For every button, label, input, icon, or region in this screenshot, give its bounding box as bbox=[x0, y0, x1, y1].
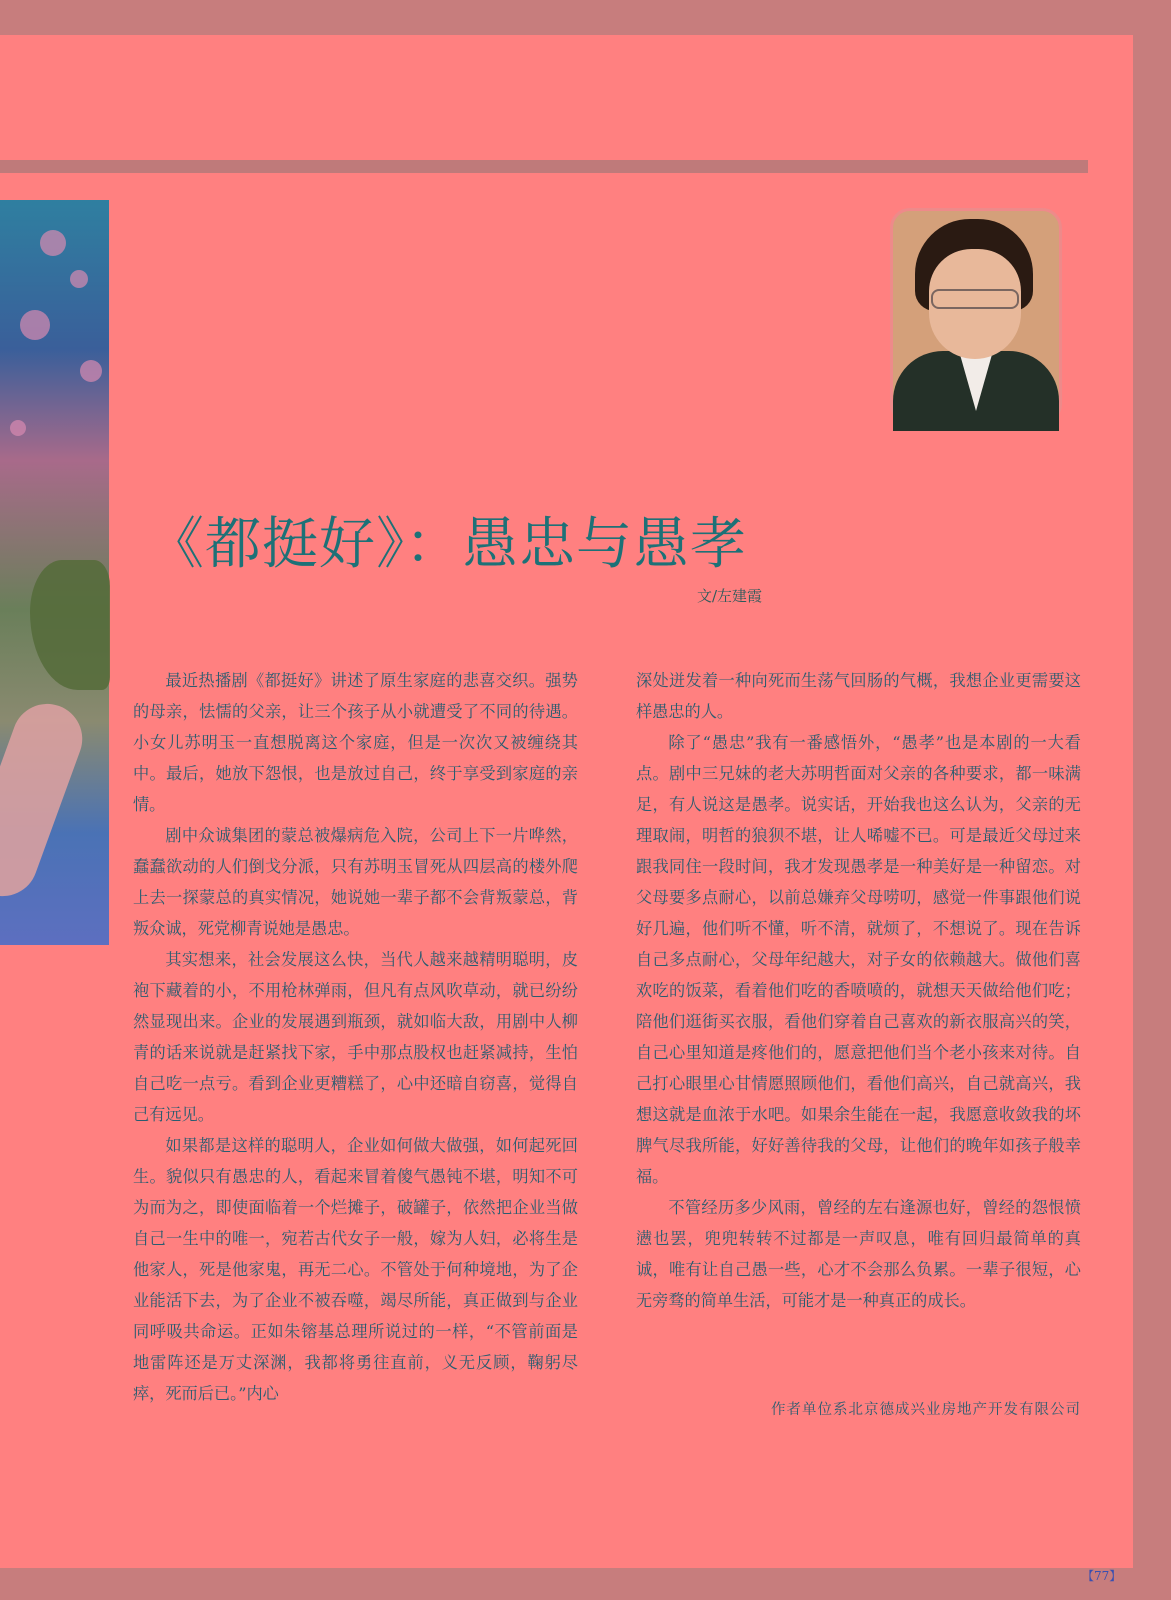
figure-leg-shape bbox=[0, 694, 92, 906]
paragraph: 其实想来，社会发展这么快，当代人越来越精明聪明，皮袍下藏着的小，不用枪林弹雨，但凡有点风吹草动，就已纷纷然显现出来。企业的发展遇到瓶颈，就如临大敌，用剧中人柳青的话来说就是赶紧找下家，手中那点股权也赶紧减持，生怕自己吃一点亏。看到企业更糟糕了，心中还暗自窃喜，觉得自己有远见。 bbox=[133, 950, 578, 1124]
article-title: 《都挺好》：愚忠与愚孝 bbox=[148, 512, 747, 577]
paragraph: 深处迸发着一种向死而生荡气回肠的气概，我想企业更需要这样愚忠的人。 bbox=[636, 671, 1081, 721]
body-column-right bbox=[636, 665, 1081, 1316]
author-portrait bbox=[890, 208, 1062, 424]
header-rule bbox=[0, 160, 1088, 173]
author-affiliation: 作者单位系北京德成兴业房地产开发有限公司 bbox=[771, 1402, 1081, 1418]
body-column-left bbox=[133, 665, 578, 1409]
article-byline: 文/左建霞 bbox=[697, 587, 763, 605]
left-decorative-photo bbox=[0, 200, 109, 945]
glasses-icon bbox=[931, 289, 1019, 309]
plant-shape bbox=[30, 560, 110, 690]
paragraph: 如果都是这样的聪明人，企业如何做大做强，如何起死回生。貌似只有愚忠的人，看起来冒着傻气愚钝不堪，明知不可为而为之，即使面临着一个烂摊子，破罐子，依然把企业当做自己一生中的唯一，宛若古代女子一般，嫁为人妇，必将生是他家人，死是他家鬼，再无二心。不管处于何种境地，为了企业能活下去，为了企业不被吞噬，竭尽所能，真正做到与企业同呼吸共命运。正如朱镕基总理所说过的一样，“不管前面是地雷阵还是万丈深渊，我都将勇往直前，义无反顾，鞠躬尽瘁，死而后已。”内心 bbox=[133, 1136, 578, 1403]
paragraph: 不管经历多少风雨，曾经的左右逢源也好，曾经的怨恨愤懑也罢，兜兜转转不过都是一声叹息，唯有回归最简单的真诚，唯有让自己愚一些，心才不会那么负累。一辈子很短，心无旁骛的简单生活，可能才是一种真正的成长。 bbox=[636, 1198, 1081, 1310]
page-number: 【77】 bbox=[1082, 1569, 1122, 1583]
magazine-page bbox=[0, 35, 1133, 1583]
paragraph: 除了“愚忠”我有一番感悟外，“愚孝”也是本剧的一大看点。剧中三兄妹的老大苏明哲面对父亲的各种要求，都一味满足，有人说这是愚孝。说实话，开始我也这么认为，父亲的无理取闹，明哲的狼狈不堪，让人唏嘘不已。可是最近父母过来跟我同住一段时间，我才发现愚孝是一种美好是一种留恋。对父母要多点耐心，以前总嫌弃父母唠叨，感觉一件事跟他们说好几遍，他们听不懂，听不清，就烦了，不想说了。现在告诉自己多点耐心，父母年纪越大，对子女的依赖越大。做他们喜欢吃的饭菜，看着他们吃的香喷喷的，就想天天做给他们吃；陪他们逛街买衣服，看他们穿着自己喜欢的新衣服高兴的笑，自己心里知道是疼他们的，愿意把他们当个老小孩来对待。自己打心眼里心甘情愿照顾他们，看他们高兴，自己就高兴，我想这就是血浓于水吧。如果余生能在一起，我愿意收敛我的坏脾气尽我所能，好好善待我的父母，让他们的晚年如孩子般幸福。 bbox=[636, 733, 1081, 1186]
paragraph: 最近热播剧《都挺好》讲述了原生家庭的悲喜交织。强势的母亲，怯懦的父亲，让三个孩子从小就遭受了不同的待遇。小女儿苏明玉一直想脱离这个家庭，但是一次次又被缠绕其中。最后，她放下怨恨，也是放过自己，终于享受到家庭的亲情。 bbox=[133, 671, 578, 814]
paragraph: 剧中众诚集团的蒙总被爆病危入院，公司上下一片哗然，蠢蠢欲动的人们倒戈分派，只有苏明玉冒死从四层高的楼外爬上去一探蒙总的真实情况，她说她一辈子都不会背叛蒙总，背叛众诚，死党柳青说她是愚忠。 bbox=[133, 826, 578, 938]
